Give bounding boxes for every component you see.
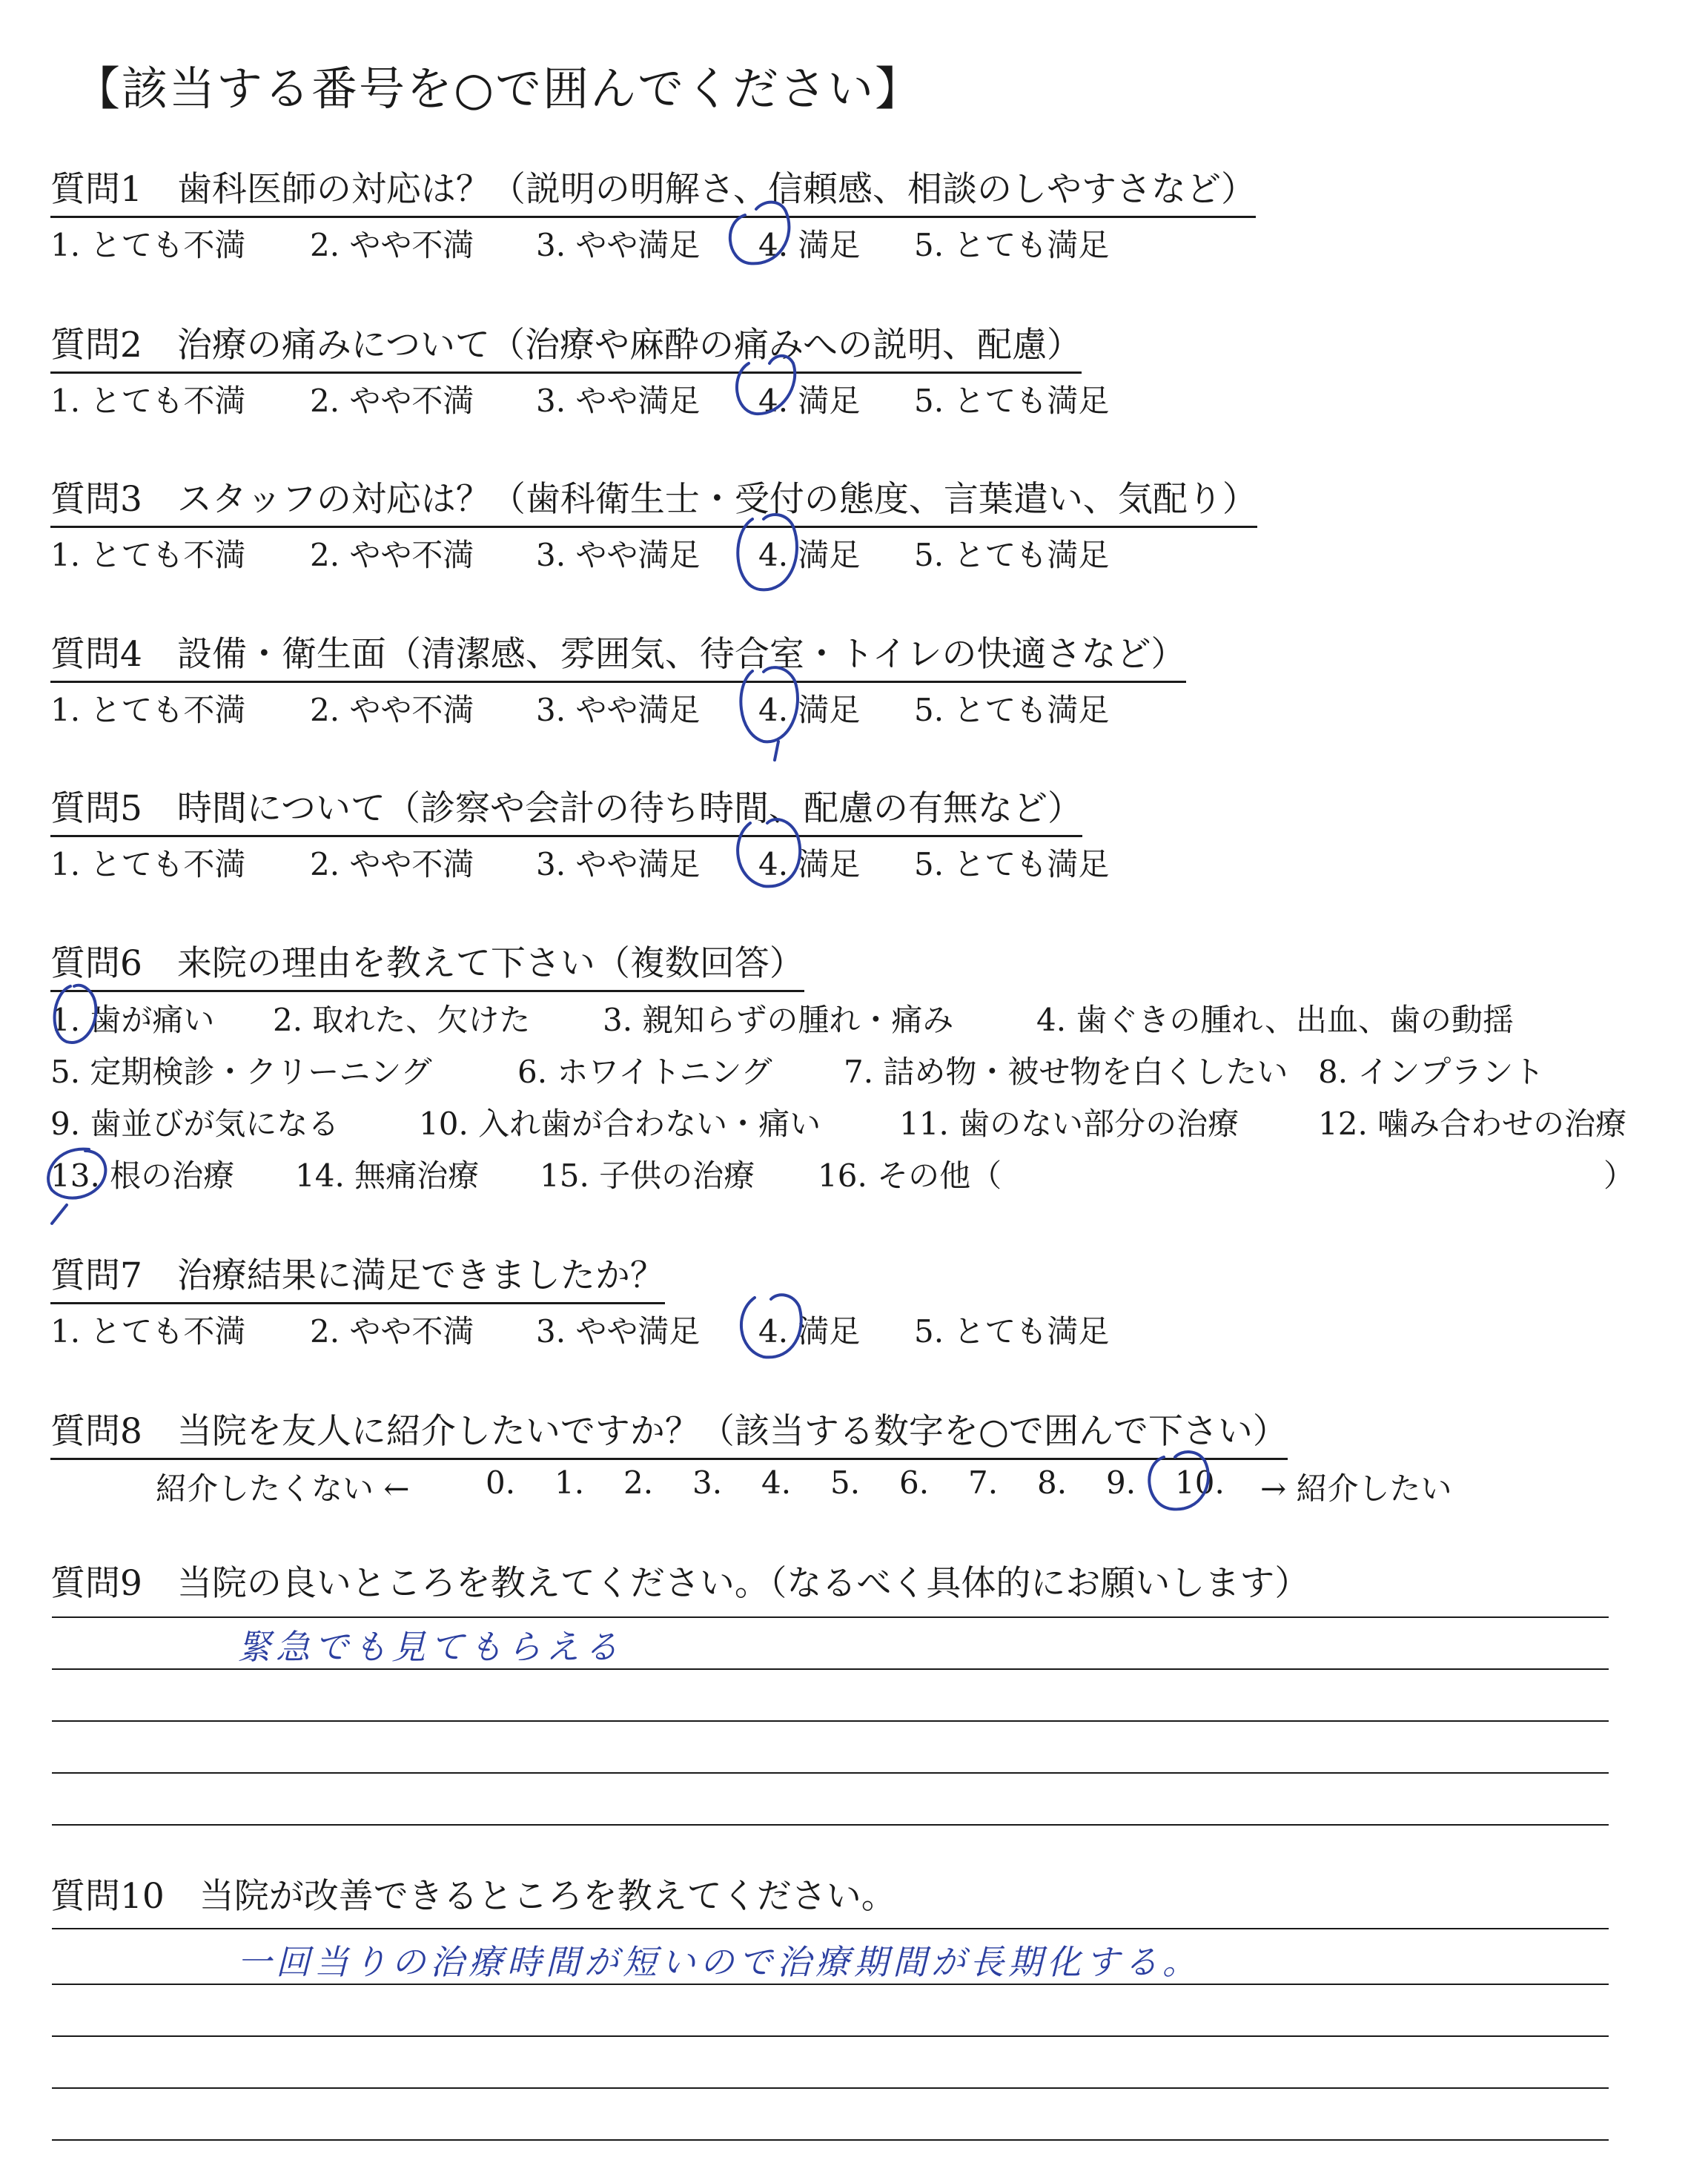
q4-option-1[interactable]: 1. とても不満 xyxy=(50,692,246,728)
q8-option-0[interactable]: 0. xyxy=(486,1464,516,1501)
q6-option-14[interactable]: 14. 無痛治療 xyxy=(295,1157,480,1194)
q6-option-9[interactable]: 9. 歯並びが気になる xyxy=(50,1106,340,1142)
question-8-heading: 質問8 当院を友人に紹介したいですか？（該当する数字を○で囲んで下さい） xyxy=(50,1404,1288,1460)
q4-option-4[interactable]: 4. 満足 xyxy=(758,692,861,728)
q9-answer-line-3 xyxy=(52,1720,1609,1722)
q7-option-4[interactable]: 4. 満足 xyxy=(758,1313,861,1350)
page-title: 【該当する番号を○で囲んでください】 xyxy=(74,62,923,116)
q8-option-4[interactable]: 4. xyxy=(761,1464,792,1501)
q6-other-close-paren: ） xyxy=(1603,1157,1635,1194)
q8-option-1[interactable]: 1. xyxy=(555,1464,585,1501)
q1-option-1[interactable]: 1. とても不満 xyxy=(50,227,246,263)
q10-answer-line-2 xyxy=(52,1984,1609,1985)
q10-answer-line-3 xyxy=(52,2035,1609,2037)
q10-handwritten-answer[interactable]: 一回当りの治療時間が短いので治療期間が長期化する。 xyxy=(237,1942,1201,1982)
q8-option-3[interactable]: 3. xyxy=(692,1464,723,1501)
q10-answer-line-4 xyxy=(52,2087,1609,2089)
q8-option-6[interactable]: 6. xyxy=(899,1464,930,1501)
q5-option-2[interactable]: 2. やや不満 xyxy=(310,846,474,882)
question-5-heading: 質問5 時間について（診察や会計の待ち時間、配慮の有無など） xyxy=(50,781,1082,837)
q4-option-3[interactable]: 3. やや満足 xyxy=(536,692,701,728)
q2-option-3[interactable]: 3. やや満足 xyxy=(536,383,701,419)
q7-option-2[interactable]: 2. やや不満 xyxy=(310,1313,474,1350)
question-3-heading: 質問3 スタッフの対応は？（歯科衛生士・受付の態度、言葉遣い、気配り） xyxy=(50,472,1257,528)
question-7-heading: 質問7 治療結果に満足できましたか？ xyxy=(50,1248,665,1304)
q1-option-5[interactable]: 5. とても満足 xyxy=(914,227,1110,263)
q6-option-7[interactable]: 7. 詰め物・被せ物を白くしたい xyxy=(844,1054,1288,1090)
q1-option-3[interactable]: 3. やや満足 xyxy=(536,227,701,263)
q6-option-11[interactable]: 11. 歯のない部分の治療 xyxy=(899,1106,1239,1142)
q8-right-label: → 紹介したい xyxy=(1260,1470,1452,1507)
q3-option-5[interactable]: 5. とても満足 xyxy=(914,537,1110,573)
q10-answer-line-5 xyxy=(52,2139,1609,2141)
q2-option-1[interactable]: 1. とても不満 xyxy=(50,383,246,419)
q6-option-3[interactable]: 3. 親知らずの腫れ・痛み xyxy=(603,1002,954,1038)
q1-option-2[interactable]: 2. やや不満 xyxy=(310,227,474,263)
q5-option-1[interactable]: 1. とても不満 xyxy=(50,846,246,882)
q2-option-4[interactable]: 4. 満足 xyxy=(758,383,861,419)
q5-option-5[interactable]: 5. とても満足 xyxy=(914,846,1110,882)
q9-handwritten-answer[interactable]: 緊急でも見てもらえる xyxy=(237,1627,623,1667)
q8-option-8[interactable]: 8. xyxy=(1037,1464,1068,1501)
q8-option-10[interactable]: 10. xyxy=(1175,1464,1225,1501)
q8-option-2[interactable]: 2. xyxy=(623,1464,654,1501)
q6-option-6[interactable]: 6. ホワイトニング xyxy=(517,1054,772,1090)
q8-option-5[interactable]: 5. xyxy=(830,1464,861,1501)
q4-option-5[interactable]: 5. とても満足 xyxy=(914,692,1110,728)
q2-option-2[interactable]: 2. やや不満 xyxy=(310,383,474,419)
q6-option-15[interactable]: 15. 子供の治療 xyxy=(540,1157,755,1194)
q3-option-3[interactable]: 3. やや満足 xyxy=(536,537,701,573)
q3-option-2[interactable]: 2. やや不満 xyxy=(310,537,474,573)
q7-option-1[interactable]: 1. とても不満 xyxy=(50,1313,246,1350)
question-6-heading: 質問6 来院の理由を教えて下さい（複数回答） xyxy=(50,936,804,992)
q3-option-1[interactable]: 1. とても不満 xyxy=(50,537,246,573)
q9-answer-line-2 xyxy=(52,1668,1609,1670)
q9-answer-line-4 xyxy=(52,1772,1609,1774)
question-4-heading: 質問4 設備・衛生面（清潔感、雰囲気、待合室・トイレの快適さなど） xyxy=(50,627,1186,683)
q6-option-2[interactable]: 2. 取れた、欠けた xyxy=(273,1002,531,1038)
q2-option-5[interactable]: 5. とても満足 xyxy=(914,383,1110,419)
q6-option-4[interactable]: 4. 歯ぐきの腫れ、出血、歯の動揺 xyxy=(1036,1002,1514,1038)
q6-option-1[interactable]: 1. 歯が痛い xyxy=(50,1002,215,1038)
q8-option-7[interactable]: 7. xyxy=(968,1464,999,1501)
q7-option-5[interactable]: 5. とても満足 xyxy=(914,1313,1110,1350)
q6-option-16[interactable]: 16. その他（ xyxy=(818,1157,1002,1194)
q8-option-9[interactable]: 9. xyxy=(1106,1464,1136,1501)
question-9-heading: 質問9 当院の良いところを教えてください。（なるべく具体的にお願いします） xyxy=(50,1563,1310,1604)
q8-left-label: 紹介したくない ← xyxy=(156,1470,410,1507)
q1-option-4[interactable]: 4. 満足 xyxy=(758,227,861,263)
q5-option-4[interactable]: 4. 満足 xyxy=(758,846,861,882)
q6-option-12[interactable]: 12. 噛み合わせの治療 xyxy=(1318,1106,1627,1142)
question-10-heading: 質問10 当院が改善できるところを教えてください。 xyxy=(50,1876,896,1917)
q6-option-13[interactable]: 13. 根の治療 xyxy=(50,1157,235,1194)
q6-option-10[interactable]: 10. 入れ歯が合わない・痛い xyxy=(419,1106,821,1142)
q5-option-3[interactable]: 3. やや満足 xyxy=(536,846,701,882)
q4-option-2[interactable]: 2. やや不満 xyxy=(310,692,474,728)
q10-answer-line-1 xyxy=(52,1928,1609,1929)
q7-option-3[interactable]: 3. やや満足 xyxy=(536,1313,701,1350)
question-1-heading: 質問1 歯科医師の対応は？（説明の明解さ、信頼感、相談のしやすさなど） xyxy=(50,162,1256,218)
q6-option-8[interactable]: 8. インプラント xyxy=(1318,1054,1545,1090)
q9-answer-line-5 xyxy=(52,1824,1609,1826)
q9-answer-line-1 xyxy=(52,1616,1609,1618)
question-2-heading: 質問2 治療の痛みについて（治療や麻酔の痛みへの説明、配慮） xyxy=(50,317,1082,374)
q6-option-5[interactable]: 5. 定期検診・クリーニング xyxy=(50,1054,432,1090)
q3-option-4[interactable]: 4. 満足 xyxy=(758,537,861,573)
